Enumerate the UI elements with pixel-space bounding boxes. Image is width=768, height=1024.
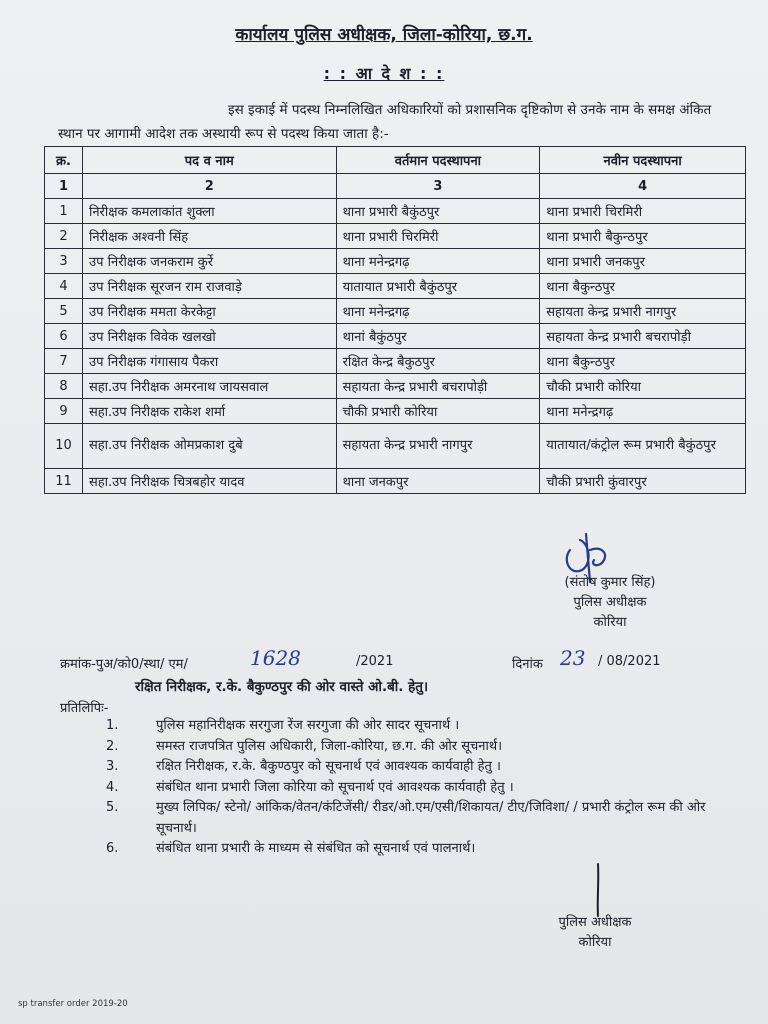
order-heading: : : आ दे श : : bbox=[323, 64, 445, 83]
table-row bbox=[45, 374, 746, 399]
copy-list bbox=[106, 716, 746, 860]
row-current-posting: थानां बैकुंठपुर bbox=[336, 324, 540, 349]
list-item bbox=[106, 778, 746, 799]
table-row bbox=[45, 469, 746, 494]
table-header-row bbox=[45, 147, 746, 174]
row-name: उप निरीक्षक जनकराम कुर्रे bbox=[82, 249, 336, 274]
row-current-posting: रक्षित केन्द्र बैकुठपुर bbox=[336, 349, 540, 374]
col-number: 3 bbox=[336, 174, 540, 199]
row-name: सहा.उप निरीक्षक ओमप्रकाश दुबे bbox=[82, 424, 336, 469]
copy-number: 3. bbox=[106, 759, 119, 774]
table-row bbox=[45, 199, 746, 224]
reference-number: 1628 bbox=[250, 646, 301, 670]
list-item bbox=[106, 737, 746, 758]
list-item bbox=[106, 716, 746, 737]
copy-number: 5. bbox=[106, 800, 119, 815]
table-row bbox=[45, 399, 746, 424]
row-name: उप निरीक्षक गंगासाय पैकरा bbox=[82, 349, 336, 374]
row-sn: 11 bbox=[45, 469, 83, 494]
row-new-posting: थाना प्रभारी जनकपुर bbox=[540, 249, 746, 274]
date-day: 23 bbox=[560, 646, 586, 670]
reference-line bbox=[60, 646, 740, 674]
copy-text: समस्त राजपत्रित पुलिस अधिकारी, जिला-कोरिया, छ.ग. की ओर सूचनार्थ। bbox=[156, 738, 503, 754]
table-row bbox=[45, 299, 746, 324]
office-title: कार्यालय पुलिस अधीक्षक, जिला-कोरिया, छ.ग. bbox=[235, 25, 533, 45]
list-item bbox=[106, 798, 746, 839]
row-new-posting: थाना प्रभारी चिरमिरी bbox=[540, 199, 746, 224]
copy-text: पुलिस महानिरीक्षक सरगुजा रेंज सरगुजा की ओर सादर सूचनार्थ । bbox=[156, 718, 460, 733]
row-name: सहा.उप निरीक्षक चित्रबहोर यादव bbox=[82, 469, 336, 494]
copy-text: मुख्य लिपिक/ स्टेनो/ आंकिक/वेतन/कंटिजेंसी/ रीडर/ओ.एम/एसी/शिकायत/ टीए/जिविशा/ / प्रभारी कंट्रोल रूम की ओर सूचनार्थ। bbox=[156, 800, 706, 836]
copy-text: संबंधित थाना प्रभारी जिला कोरिया को सूचनार्थ एवं आवश्यक कार्यवाही हेतु । bbox=[156, 779, 514, 795]
row-name: सहा.उप निरीक्षक राकेश शर्मा bbox=[82, 399, 336, 424]
row-new-posting: थाना मनेन्द्रगढ़ bbox=[540, 399, 746, 424]
copy-label: प्रतिलिपिः- bbox=[60, 701, 109, 716]
table-row bbox=[45, 274, 746, 299]
row-current-posting: थाना मनेन्द्रगढ़ bbox=[336, 299, 540, 324]
col-header-name: पद व नाम bbox=[82, 147, 336, 174]
intro-paragraph: इस इकाई में पदस्थ निम्नलिखित अधिकारियों को प्रशासनिक दृष्टिकोण से उनके नाम के समक्ष अंकित स्थान पर आगामी आदेश तक अस्थायी रूप से पदस्थ किया जाता है:- bbox=[58, 102, 712, 142]
table-row bbox=[45, 324, 746, 349]
row-sn: 7 bbox=[45, 349, 83, 374]
row-sn: 10 bbox=[45, 424, 83, 469]
row-new-posting: सहायता केन्द्र प्रभारी बचरापोड़ी bbox=[540, 324, 746, 349]
row-new-posting: थाना प्रभारी बैकुन्ठपुर bbox=[540, 224, 746, 249]
col-number: 1 bbox=[45, 174, 83, 199]
table-row bbox=[45, 224, 746, 249]
list-item bbox=[106, 839, 746, 860]
row-current-posting: थाना प्रभारी चिरमिरी bbox=[336, 224, 540, 249]
date-label: दिनांक bbox=[512, 657, 543, 672]
row-sn: 5 bbox=[45, 299, 83, 324]
row-sn: 1 bbox=[45, 199, 83, 224]
row-new-posting: चौकी प्रभारी कोरिया bbox=[540, 374, 746, 399]
row-current-posting: चौकी प्रभारी कोरिया bbox=[336, 399, 540, 424]
signatory-block bbox=[535, 573, 685, 633]
signatory-name: (संतोष कुमार सिंह) bbox=[564, 575, 656, 590]
row-new-posting: यातायात/कंट्रोल रूम प्रभारी बैकुंठपुर bbox=[540, 424, 746, 469]
reference-prefix: क्रमांक-पुअ/को0/स्था/ एम/ bbox=[60, 657, 188, 672]
table-row bbox=[45, 424, 746, 469]
row-new-posting: थाना बैकुन्ठपुर bbox=[540, 349, 746, 374]
row-sn: 8 bbox=[45, 374, 83, 399]
row-sn: 2 bbox=[45, 224, 83, 249]
row-current-posting: थाना मनेन्द्रगढ़ bbox=[336, 249, 540, 274]
col-header-sn: क्र. bbox=[45, 147, 83, 174]
row-sn: 4 bbox=[45, 274, 83, 299]
row-new-posting: थाना बैकुन्ठपुर bbox=[540, 274, 746, 299]
forwarded-to: रक्षित निरीक्षक, र.के. बैकुण्ठपुर की ओर वास्ते ओ.बी. हेतु। bbox=[135, 679, 429, 695]
row-name: उप निरीक्षक विवेक खलखो bbox=[82, 324, 336, 349]
row-sn: 6 bbox=[45, 324, 83, 349]
copy-number: 2. bbox=[106, 738, 119, 754]
row-name: उप निरीक्षक ममता केरकेट्टा bbox=[82, 299, 336, 324]
signatory-district: कोरिया bbox=[593, 615, 627, 630]
col-number: 4 bbox=[540, 174, 746, 199]
transfer-table bbox=[44, 146, 746, 494]
col-number: 2 bbox=[82, 174, 336, 199]
row-sn: 9 bbox=[45, 399, 83, 424]
signatory-block-2 bbox=[520, 913, 670, 953]
row-new-posting: सहायता केन्द्र प्रभारी नागपुर bbox=[540, 299, 746, 324]
row-current-posting: थाना जनकपुर bbox=[336, 469, 540, 494]
footer-filename: sp transfer order 2019-20 bbox=[18, 999, 128, 1009]
signatory-designation: पुलिस अधीक्षक bbox=[573, 595, 647, 610]
table-row bbox=[45, 349, 746, 374]
row-name: निरीक्षक अश्वनी सिंह bbox=[82, 224, 336, 249]
row-current-posting: थाना प्रभारी बैकुंठपुर bbox=[336, 199, 540, 224]
col-header-new: नवीन पदस्थापना bbox=[540, 147, 746, 174]
row-current-posting: यातायात प्रभारी बैकुंठपुर bbox=[336, 274, 540, 299]
signature-stroke bbox=[588, 862, 608, 918]
copy-number: 1. bbox=[106, 718, 119, 733]
row-name: सहा.उप निरीक्षक अमरनाथ जायसवाल bbox=[82, 374, 336, 399]
row-new-posting: चौकी प्रभारी कुंवारपुर bbox=[540, 469, 746, 494]
copy-number: 4. bbox=[106, 779, 119, 795]
list-item bbox=[106, 757, 746, 778]
row-name: निरीक्षक कमलाकांत शुक्ला bbox=[82, 199, 336, 224]
reference-year: /2021 bbox=[356, 654, 394, 669]
copy-text: रक्षित निरीक्षक, र.के. बैकुण्ठपुर को सूचनार्थ एवं आवश्यक कार्यवाही हेतु । bbox=[156, 759, 501, 774]
col-header-current: वर्तमान पदस्थापना bbox=[336, 147, 540, 174]
copy-number: 6. bbox=[106, 841, 119, 856]
signatory2-district: कोरिया bbox=[578, 935, 612, 950]
copy-text: संबंधित थाना प्रभारी के माध्यम से संबंधित को सूचनार्थ एवं पालनार्थ। bbox=[156, 841, 476, 856]
table-row bbox=[45, 249, 746, 274]
signatory2-designation: पुलिस अधीक्षक bbox=[558, 915, 632, 930]
column-number-row bbox=[45, 174, 746, 199]
row-current-posting: सहायता केन्द्र प्रभारी नागपुर bbox=[336, 424, 540, 469]
row-sn: 3 bbox=[45, 249, 83, 274]
row-name: उप निरीक्षक सूरजन राम राजवाड़े bbox=[82, 274, 336, 299]
date-rest: / 08/2021 bbox=[598, 654, 661, 669]
row-current-posting: सहायता केन्द्र प्रभारी बचरापोड़ी bbox=[336, 374, 540, 399]
